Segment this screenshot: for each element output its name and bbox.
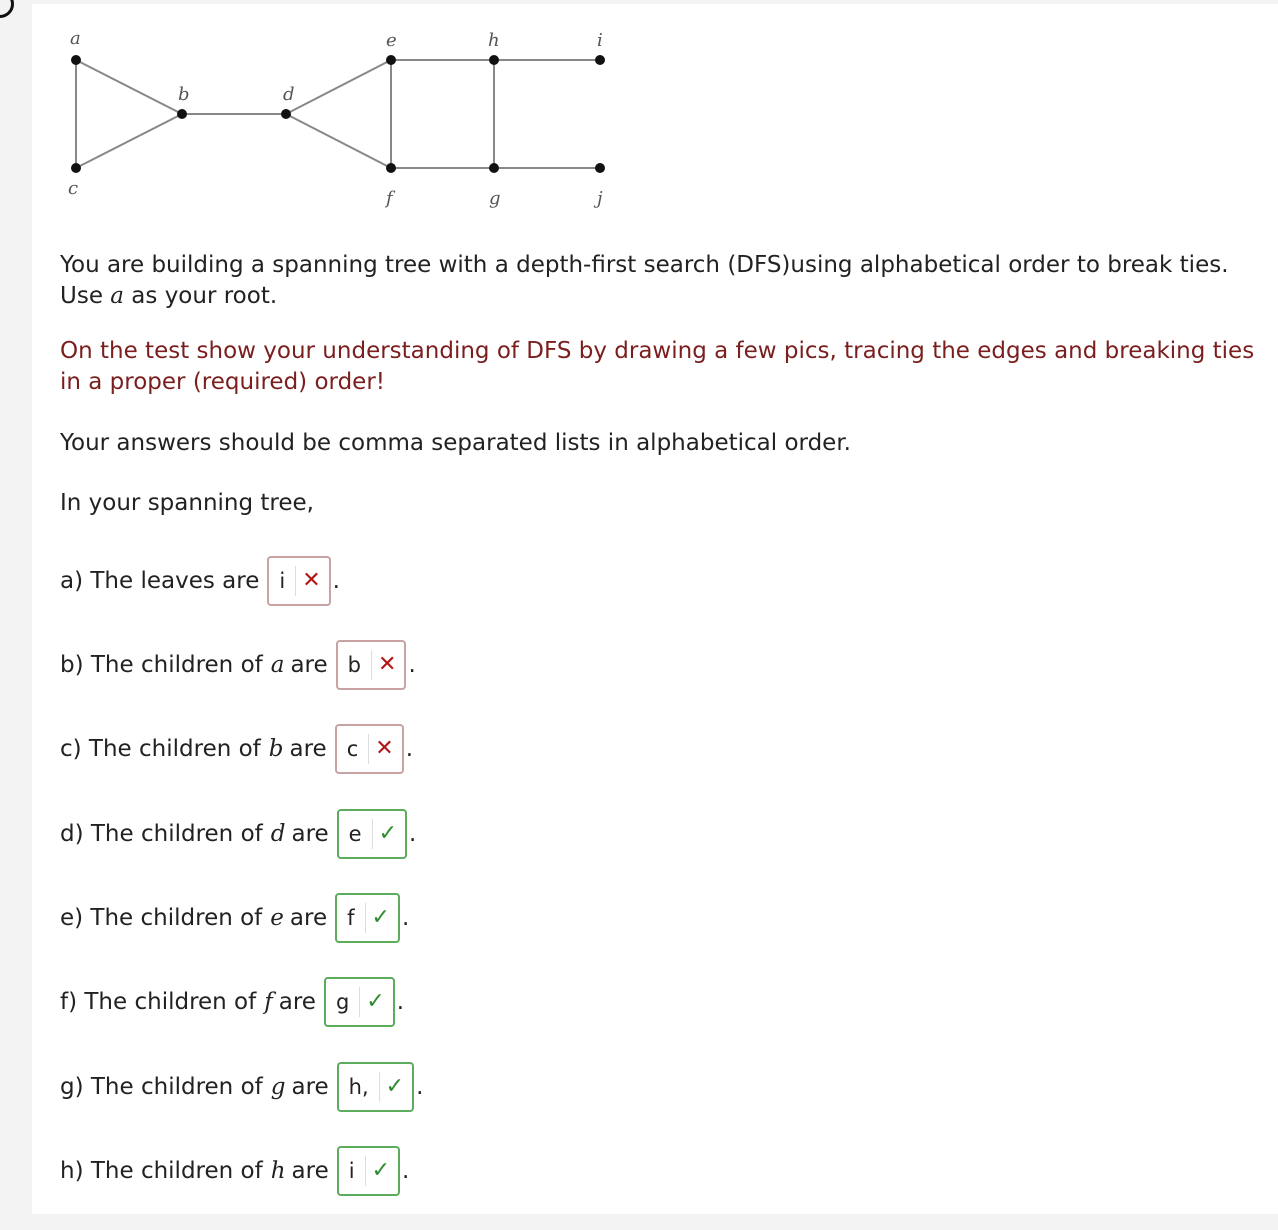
vertex-a (71, 55, 81, 65)
answer-input[interactable] (337, 809, 407, 859)
question-suffix: are (291, 1157, 329, 1184)
cross-icon: ✕ (378, 652, 397, 677)
label-i: i (597, 30, 603, 51)
answer-value: i (269, 566, 296, 596)
label-e: e (386, 30, 397, 51)
question-variable: g (270, 1073, 286, 1100)
answer-value: c (337, 734, 370, 764)
intro-line-1: You are building a spanning tree with a depth-first search (DFS)using alphabetical order to break ties. (60, 252, 1229, 278)
instructions: Your answers should be comma separated lists in alphabetical order. (60, 430, 851, 456)
question-variable: b (268, 735, 284, 762)
question-variable: a (270, 651, 285, 678)
vertex-h (489, 55, 499, 65)
sentence-period: . (409, 820, 417, 847)
question-suffix: are (291, 1073, 329, 1100)
edge-d-f (286, 114, 391, 168)
checkmark-icon: ✓ (371, 1158, 391, 1183)
sentence-period: . (402, 1157, 410, 1184)
vertex-e (386, 55, 396, 65)
sentence-period: . (396, 988, 405, 1015)
answer-input[interactable] (335, 893, 400, 943)
question-suffix: are (291, 820, 329, 847)
intro-line-2: Use a as your root. (60, 283, 278, 309)
corner-mark (0, 0, 14, 18)
checkmark-icon: ✓ (385, 1074, 405, 1099)
sentence-period: . (416, 1073, 424, 1100)
question-row (60, 1146, 409, 1196)
vertex-b (177, 109, 187, 119)
question-row (60, 809, 416, 859)
answer-value: e (339, 819, 373, 849)
answer-value: g (326, 987, 360, 1017)
answer-value: b (338, 650, 372, 680)
question-row (60, 640, 416, 690)
vertex-j (595, 163, 605, 173)
question-prefix: c) The children of (60, 735, 261, 762)
question-suffix: are (289, 735, 327, 762)
sentence-period: . (408, 651, 416, 678)
vertex-g (489, 163, 499, 173)
label-d: d (283, 84, 295, 105)
label-a: a (70, 28, 81, 49)
label-c: c (68, 178, 79, 199)
checkmark-icon: ✓ (371, 905, 390, 930)
question-suffix: are (289, 904, 328, 931)
answer-input[interactable] (267, 556, 330, 606)
label-g: g (489, 188, 501, 209)
label-f: f (386, 188, 393, 209)
cross-icon: ✕ (375, 736, 394, 761)
question-row (60, 556, 340, 606)
answer-input[interactable] (337, 1062, 414, 1112)
checkmark-icon: ✓ (366, 989, 385, 1014)
test-note: On the test show your understanding of DFS by drawing a few pics, tracing the edges and breaking ties in a proper (required) order! (60, 338, 1255, 395)
question-prefix: e) The children of (60, 904, 263, 931)
sentence-period: . (401, 904, 410, 931)
question-row (60, 893, 409, 943)
answer-input[interactable] (324, 977, 395, 1027)
sentence-period: . (332, 567, 340, 594)
answer-input[interactable] (337, 1146, 400, 1196)
vertex-i (595, 55, 605, 65)
question-variable: e (270, 904, 284, 931)
answer-input[interactable] (336, 640, 407, 690)
question-prefix: f) The children of (60, 988, 257, 1015)
vertex-d (281, 109, 291, 119)
question-row (60, 1062, 423, 1112)
lead-text: In your spanning tree, (60, 490, 314, 516)
question-suffix: are (278, 988, 316, 1015)
root-variable: a (110, 283, 124, 309)
answer-value: i (339, 1156, 366, 1186)
edge-d-e (286, 60, 391, 114)
question-variable: h (270, 1157, 286, 1184)
question-prefix: b) The children of (60, 651, 263, 678)
question-variable: d (270, 820, 286, 847)
question-prefix: h) The children of (60, 1157, 263, 1184)
sentence-period: . (405, 735, 414, 762)
problem-statement (60, 250, 1260, 312)
cross-icon: ✕ (302, 568, 321, 593)
edge-a-b (76, 60, 182, 114)
checkmark-icon: ✓ (378, 821, 398, 846)
label-b: b (178, 84, 190, 105)
answer-input[interactable] (335, 724, 404, 774)
edge-b-c (76, 114, 182, 168)
question-suffix: are (290, 651, 328, 678)
question-prefix: d) The children of (60, 820, 263, 847)
label-h: h (488, 30, 500, 51)
question-variable: f (264, 988, 273, 1015)
graph-figure (32, 4, 652, 224)
label-j: j (597, 188, 603, 209)
answer-value: f (337, 903, 365, 933)
question-prefix: a) The leaves are (60, 567, 260, 594)
question-panel (32, 4, 1278, 1214)
answer-value: h, (339, 1072, 380, 1102)
vertex-f (386, 163, 396, 173)
question-row (60, 977, 404, 1027)
vertex-c (71, 163, 81, 173)
question-row (60, 724, 413, 774)
question-prefix: g) The children of (60, 1073, 263, 1100)
